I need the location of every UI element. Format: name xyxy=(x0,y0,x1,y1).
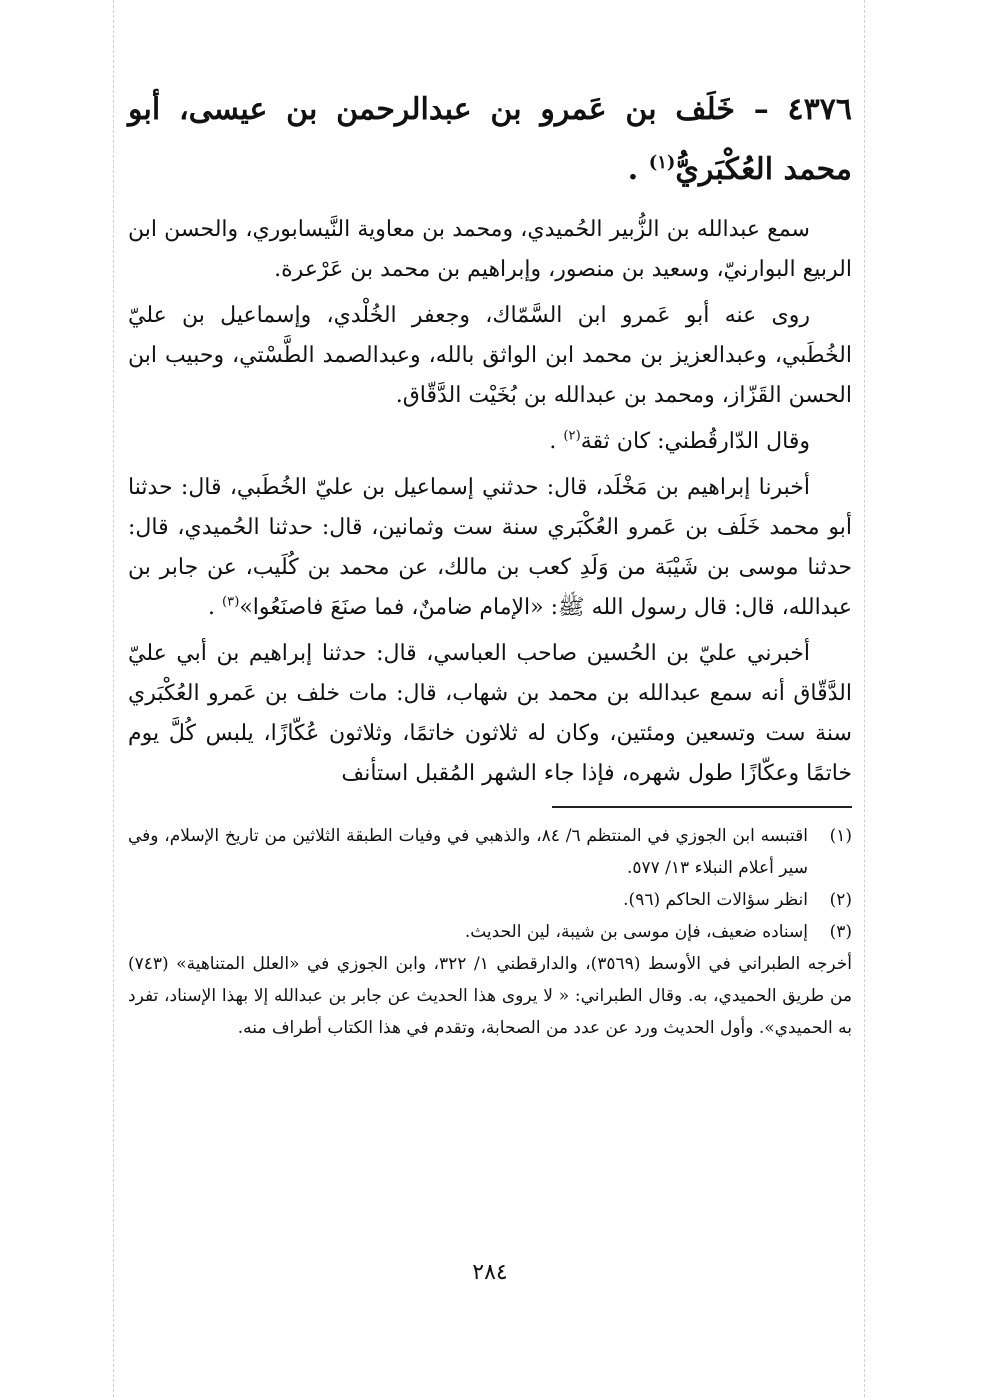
entry-title-text: خَلَف بن عَمرو بن عبدالرحمن بن عيسى، أبو محمد العُكْبَريُّ xyxy=(128,92,852,187)
scan-edge-left xyxy=(113,0,114,1397)
entry-number: ٤٣٧٦ xyxy=(787,92,852,127)
paragraph-students: روى عنه أبو عَمرو ابن السَّمّاك، وجعفر الخُلْدي، وإسماعيل بن عليّ الخُطَبي، وعبدالعزيز بن محمد ابن الواثق بالله، وعبدالصمد الطَّسْتي، وحبيب ابن الحسن القَزّاز، ومحمد بن عبدالله بن بُخَيْت الدَّقّاق. xyxy=(128,303,852,408)
footnote-1-number: (١) xyxy=(829,826,852,846)
footnote-1-text: اقتبسه ابن الجوزي في المنتظم ٦/ ٨٤، والذهبي في وفيات الطبقة الثلاثين من تاريخ الإسلام، وفي سير أعلام النبلاء ١٣/ ٥٧٧. xyxy=(128,826,808,878)
entry-title-footnote-ref: (١) xyxy=(648,152,676,173)
daraqutni-text: وقال الدّارقُطني: كان ثقة xyxy=(580,429,810,454)
footnote-2-number: (٢) xyxy=(829,890,852,910)
footnote-2-text: انظر سؤالات الحاكم (٩٦). xyxy=(623,890,808,910)
page-number: ٢٨٤ xyxy=(472,1260,508,1285)
hadith-footnote-ref: (٣) xyxy=(221,594,240,610)
footnote-separator xyxy=(552,806,852,808)
footnote-3-continuation: أخرجه الطبراني في الأوسط (٣٥٦٩)، والدارقطني ١/ ٣٢٢، وابن الجوزي في «العلل المتناهية» (٧٤٣) من طريق الحميدي، به. وقال الطبراني: « لا يروى هذا الحديث عن جابر بن عبدالله إلا بهذا الإسناد، تفرد به الحميدي». وأول الحديث ورد عن عدد من الصحابة، وتقدم في هذا الكتاب أطراف منه. xyxy=(128,954,852,1038)
paragraph-teachers: سمع عبدالله بن الزُّبير الحُميدي، ومحمد بن معاوية النَّيسابوري، والحسن ابن الربيع البوارنيّ، وسعيد بن منصور، وإبراهيم بن محمد بن عَرْعرة. xyxy=(128,217,852,282)
paragraph-death: أخبرني عليّ بن الحُسين صاحب العباسي، قال: حدثنا إبراهيم بن أبي عليّ الدَّقّاق أنه سمع عبدالله بن محمد بن شهاب، قال: مات خلف بن عَمرو العُكْبَري سنة ست وتسعين ومئتين، وكان له ثلاثون خاتمًا، وثلاثون عُكّازًا، يلبس كُلَّ يوم خاتمًا وعكّازًا طول شهره، فإذا جاء الشهر المُقبل استأنف xyxy=(128,641,852,786)
book-page xyxy=(128,80,852,1320)
paragraph-hadith: أخبرنا إبراهيم بن مَخْلَد، قال: حدثني إسماعيل بن عليّ الخُطَبي، قال: حدثنا أبو محمد خَلَف بن عَمرو العُكْبَري سنة ست وثمانين، قال: حدثنا الحُميدي، قال: حدثنا موسى بن شَيْبَة من وَلَدِ كعب بن مالك، عن محمد بن كُلَيب، عن جابر بن عبدالله، قال: قال رسول الله ﷺ: «الإمام ضامنٌ، فما صنَعَ فاصنَعُوا»$^{(٣)}$ . xyxy=(128,475,852,620)
entry-heading: ٤٣٧٦ – خَلَف بن عَمرو بن عبدالرحمن بن عيسى، أبو محمد العُكْبَريُّ$^{(١)}$ . xyxy=(128,92,852,187)
paragraph-daraqutni: وقال الدّارقُطني: كان ثقة$^{(٢)}$ . xyxy=(549,428,810,454)
hadith-text: أخبرنا إبراهيم بن مَخْلَد، قال: حدثني إسماعيل بن عليّ الخُطَبي، قال: حدثنا أبو محمد خَلَف بن عَمرو العُكْبَري سنة ست وثمانين، قال: حدثنا الحُميدي، قال: حدثنا موسى بن شَيْبَة من وَلَدِ كعب بن مالك، عن محمد بن كُلَيب، عن جابر بن عبدالله، قال: قال رسول الله ﷺ: «الإمام ضامنٌ، فما صنَعَ فاصنَعُوا» xyxy=(128,475,852,620)
footnote-3-number: (٣) xyxy=(829,922,852,942)
footnote-1 xyxy=(128,820,852,884)
footnote-3-text: إسناده ضعيف، فإن موسى بن شيبة، لين الحديث. xyxy=(464,922,808,942)
scan-edge-right xyxy=(864,0,865,1397)
footnote-3 xyxy=(128,916,852,948)
footnote-2 xyxy=(128,884,852,916)
daraqutni-footnote-ref: (٢) xyxy=(563,428,581,444)
